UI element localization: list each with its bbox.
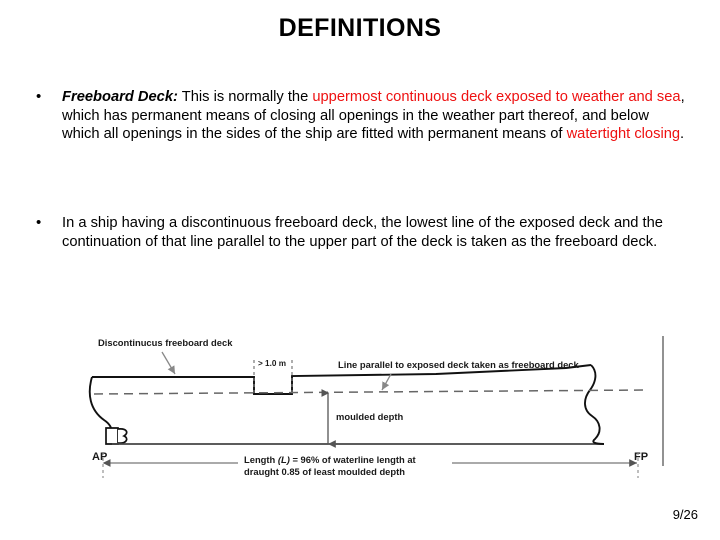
bullet-lead-term: Freeboard Deck: bbox=[62, 89, 178, 105]
aft-perpendicular-label: AP bbox=[92, 451, 108, 463]
bow-bulbous-stem bbox=[585, 365, 604, 444]
bullet-text bbox=[62, 215, 663, 250]
length-caption-line-1 bbox=[244, 454, 416, 465]
bullet-row bbox=[30, 214, 690, 251]
moulded-depth-label: moulded depth bbox=[336, 411, 404, 422]
ship-freeboard-diagram bbox=[86, 332, 668, 480]
bullet-segment-0: In a ship having a discontinuous freeboard deck, the lowest line of the exposed deck and the continuation of that line parallel to the upper part of the deck is taken as the freeboard deck. bbox=[62, 215, 663, 250]
bullet-paragraph-freeboard-deck bbox=[30, 88, 690, 144]
bullet-paragraph-discontinuous-deck bbox=[30, 214, 690, 251]
bullet-marker: • bbox=[36, 214, 42, 231]
bullet-segment-3-highlight: watertight closing bbox=[566, 126, 681, 142]
bullet-marker: • bbox=[36, 88, 42, 105]
parallel-line-label: Line parallel to exposed deck taken as freeboard deck bbox=[338, 359, 579, 370]
propeller-boss bbox=[118, 429, 127, 443]
length-caption-line-2: draught 0.85 of least moulded depth bbox=[244, 466, 405, 477]
page-number: 9/26 bbox=[672, 507, 698, 522]
discontinuous-deck-leader bbox=[162, 352, 175, 374]
stern-curve bbox=[90, 377, 112, 434]
bullet-segment-4: . bbox=[680, 126, 685, 142]
bullet-row bbox=[30, 88, 690, 144]
bullet-segment-1-highlight: uppermost continuous deck exposed to weather and sea bbox=[312, 89, 681, 105]
forward-perpendicular-label: FP bbox=[634, 451, 649, 463]
bullet-segment-0: This is normally the bbox=[177, 89, 313, 105]
length-caption-suffix: = 96% of waterline length at bbox=[289, 454, 416, 465]
page-title: DEFINITIONS bbox=[278, 14, 442, 42]
parallel-freeboard-line bbox=[94, 390, 646, 394]
parallel-line-leader bbox=[382, 374, 391, 390]
rudder-shape bbox=[106, 428, 118, 444]
discontinuous-deck-label: Discontinucus freeboard deck bbox=[98, 337, 233, 348]
bullet-text bbox=[62, 89, 685, 142]
step-height-label: > 1.0 m bbox=[258, 359, 286, 368]
length-caption-prefix: Length bbox=[244, 454, 278, 465]
bullet-segment-2: , which has permanent means of closing all openings in the weather part thereof, and below which all openings in the sides of the ship are fitted with permanent means of bbox=[62, 89, 685, 142]
length-symbol: (L) bbox=[277, 454, 290, 465]
